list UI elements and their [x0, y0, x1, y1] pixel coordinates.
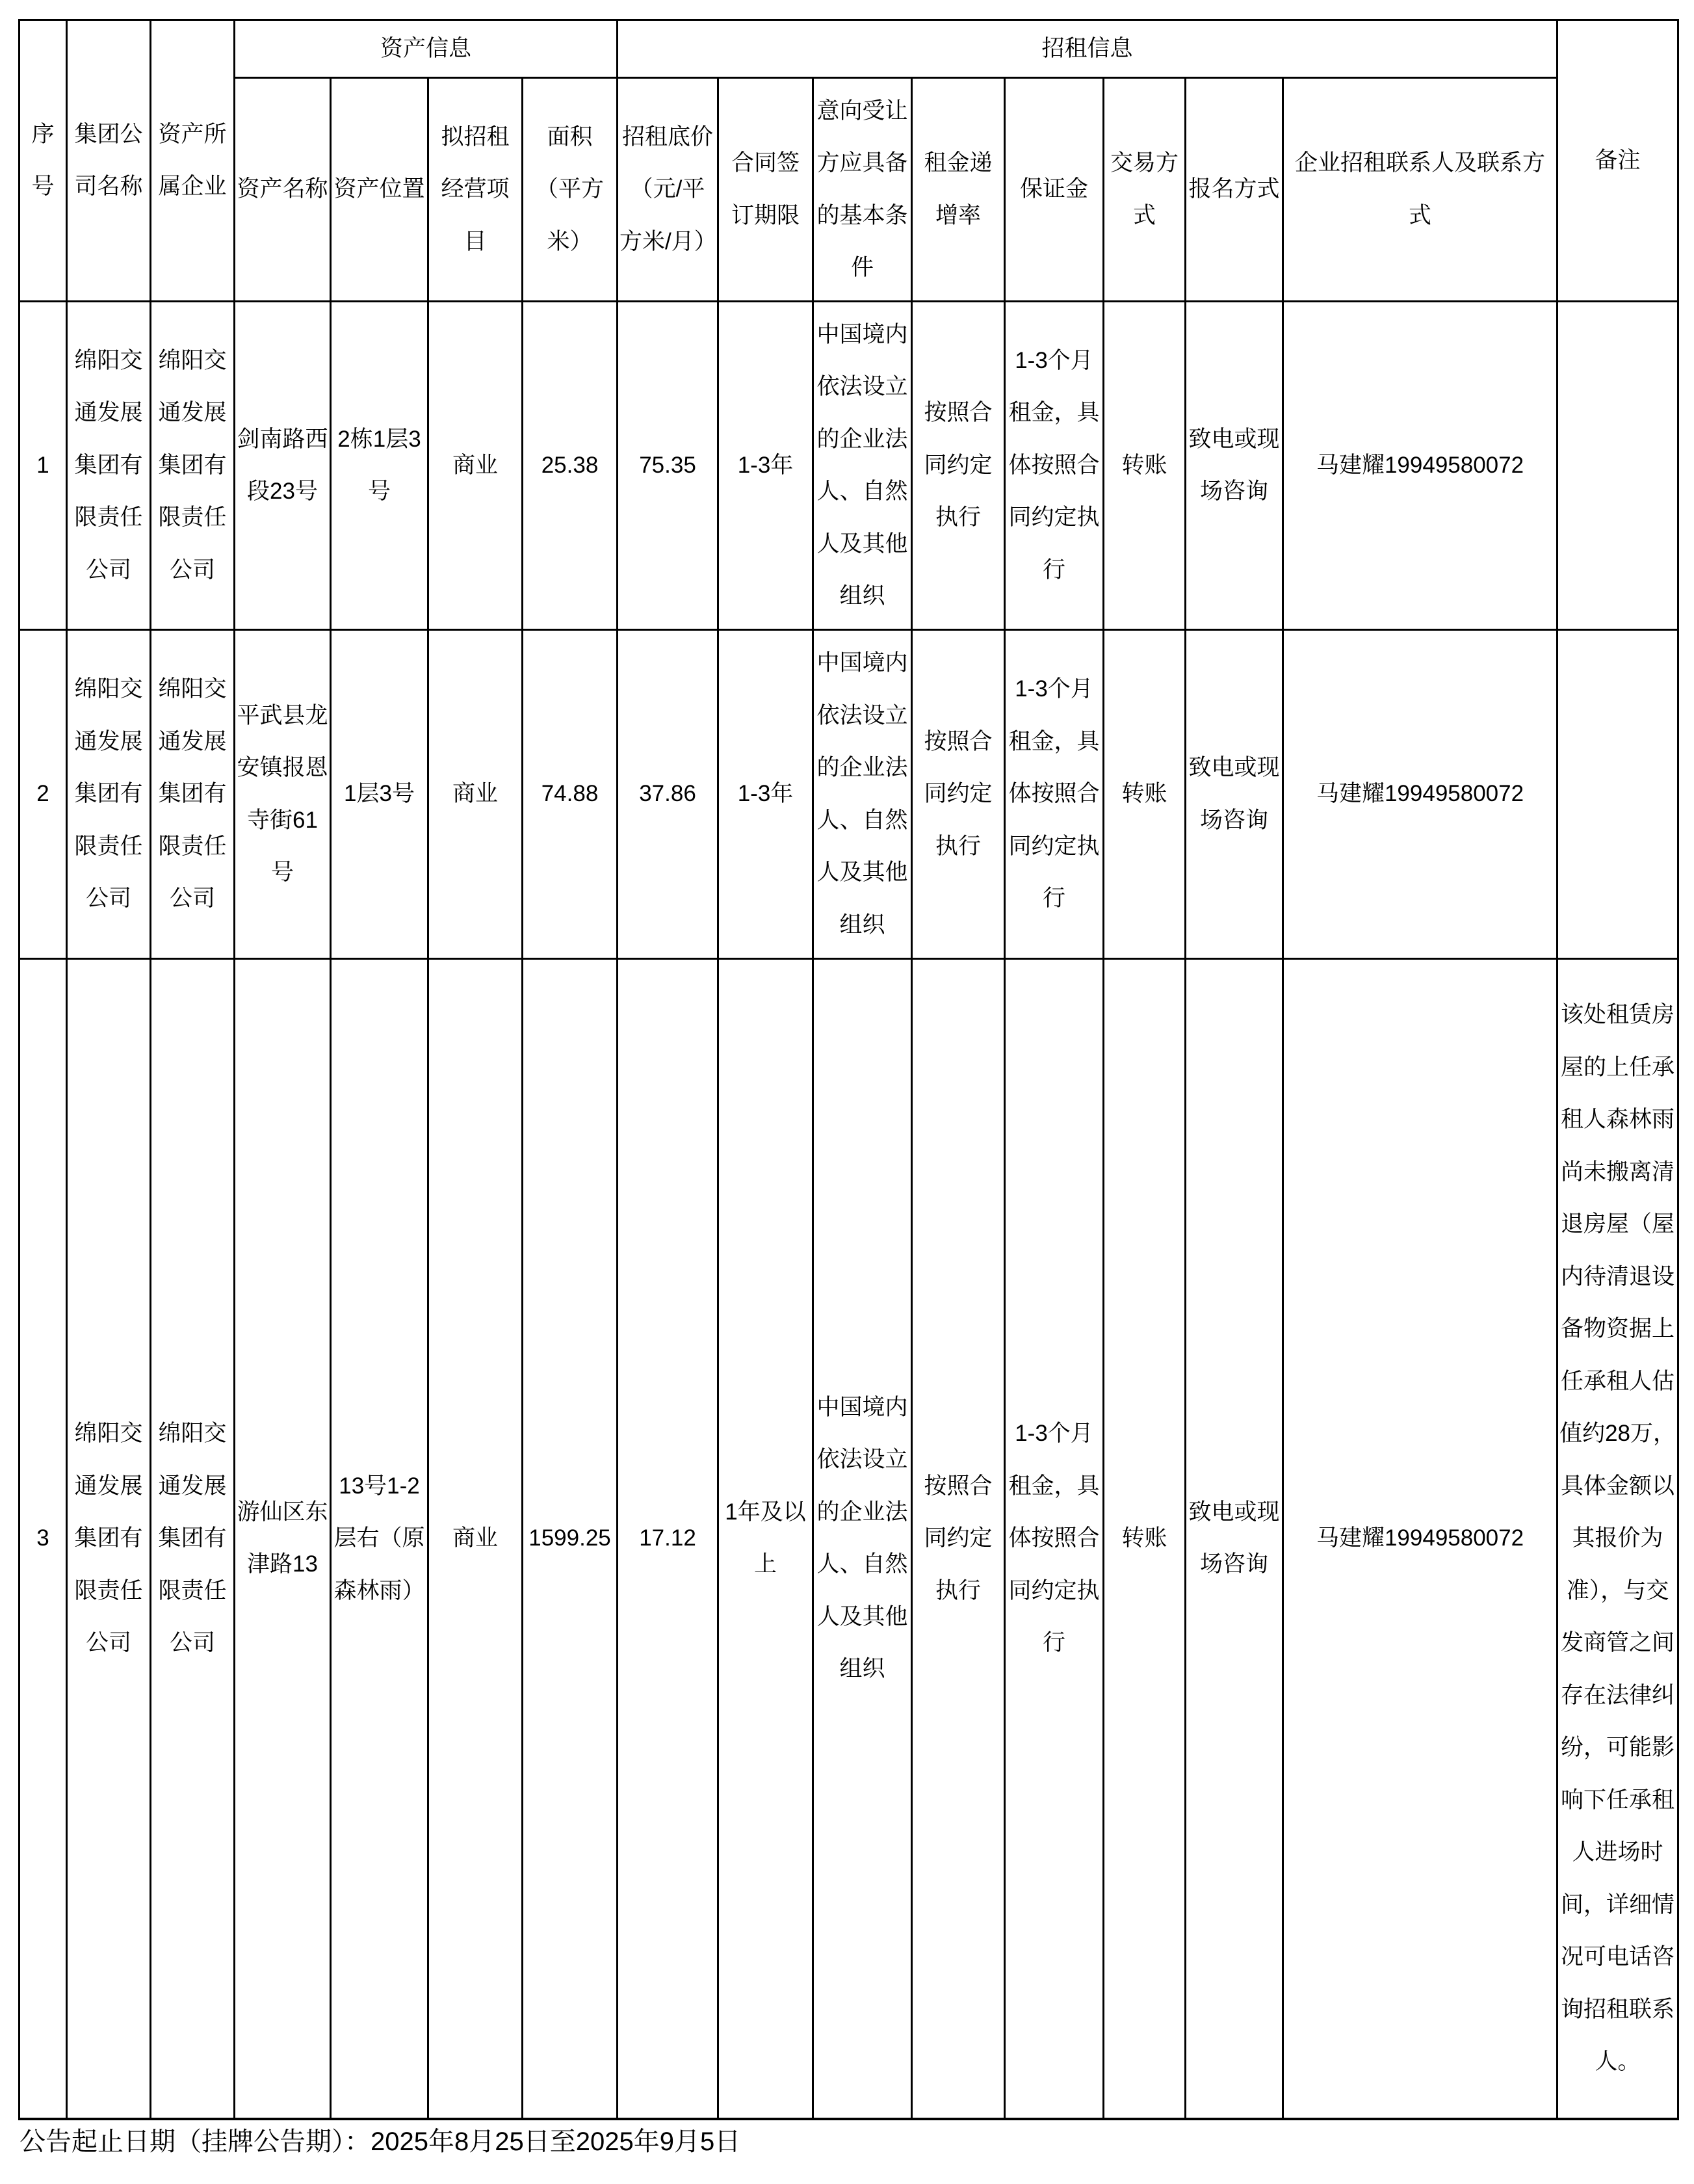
header-business: 拟招租经营项目	[428, 78, 523, 302]
table-row	[20, 630, 1678, 959]
header-seq: 序号	[20, 20, 67, 302]
cell-remarks	[1557, 630, 1678, 959]
header-area: 面积（平方米）	[523, 78, 618, 302]
cell-deposit: 1-3个月租金，具体按照合同约定执行	[1005, 959, 1104, 2119]
header-group-company: 集团公司名称	[67, 20, 151, 302]
cell-registration: 致电或现场咨询	[1186, 302, 1283, 630]
cell-asset-location: 1层3号	[331, 630, 428, 959]
header-rent-increase: 租金递增率	[912, 78, 1005, 302]
cell-seq: 1	[20, 302, 67, 630]
cell-area: 25.38	[523, 302, 618, 630]
cell-contact: 马建耀19949580072	[1283, 302, 1557, 630]
cell-asset-name: 平武县龙安镇报恩寺街61号	[235, 630, 331, 959]
cell-conditions: 中国境内依法设立的企业法人、自然人及其他组织	[813, 630, 912, 959]
cell-asset-location: 2栋1层3号	[331, 302, 428, 630]
cell-deposit: 1-3个月租金，具体按照合同约定执行	[1005, 302, 1104, 630]
header-transaction: 交易方式	[1104, 78, 1186, 302]
cell-remarks	[1557, 302, 1678, 630]
cell-registration: 致电或现场咨询	[1186, 630, 1283, 959]
header-asset-info-group: 资产信息	[235, 20, 618, 78]
header-rental-info-group: 招租信息	[618, 20, 1557, 78]
table-row	[20, 959, 1678, 2119]
cell-conditions: 中国境内依法设立的企业法人、自然人及其他组织	[813, 959, 912, 2119]
cell-contract-term: 1-3年	[718, 630, 813, 959]
cell-base-price: 75.35	[618, 302, 718, 630]
header-registration: 报名方式	[1186, 78, 1283, 302]
cell-group-company: 绵阳交通发展集团有限责任公司	[67, 302, 151, 630]
header-contract-term: 合同签订期限	[718, 78, 813, 302]
cell-rent-increase: 按照合同约定执行	[912, 630, 1005, 959]
cell-business: 商业	[428, 630, 523, 959]
table-row	[20, 302, 1678, 630]
header-asset-owner: 资产所属企业	[151, 20, 235, 302]
header-base-price: 招租底价（元/平方米/月）	[618, 78, 718, 302]
cell-contract-term: 1年及以上	[718, 959, 813, 2119]
cell-group-company: 绵阳交通发展集团有限责任公司	[67, 959, 151, 2119]
cell-deposit: 1-3个月租金，具体按照合同约定执行	[1005, 630, 1104, 959]
cell-registration: 致电或现场咨询	[1186, 959, 1283, 2119]
cell-base-price: 37.86	[618, 630, 718, 959]
cell-base-price: 17.12	[618, 959, 718, 2119]
table-header-group-row	[20, 20, 1678, 78]
cell-remarks: 该处租赁房屋的上任承租人森林雨尚未搬离清退房屋（屋内待清退设备物资据上任承租人估值约28万，具体金额以其报价为准），与交发商管之间存在法律纠纷，可能影响下任承租人进场时间，详细情况可电话咨询招租联系人。	[1557, 959, 1678, 2119]
cell-transaction: 转账	[1104, 302, 1186, 630]
cell-asset-owner: 绵阳交通发展集团有限责任公司	[151, 630, 235, 959]
announcement-period-note: 公告起止日期（挂牌公告期）：2025年8月25日至2025年9月5日	[20, 2127, 741, 2156]
cell-contract-term: 1-3年	[718, 302, 813, 630]
cell-rent-increase: 按照合同约定执行	[912, 302, 1005, 630]
cell-asset-owner: 绵阳交通发展集团有限责任公司	[151, 302, 235, 630]
cell-asset-location: 13号1-2层右（原森林雨）	[331, 959, 428, 2119]
rental-listing-table	[18, 19, 1679, 2120]
cell-group-company: 绵阳交通发展集团有限责任公司	[67, 630, 151, 959]
cell-area: 74.88	[523, 630, 618, 959]
cell-business: 商业	[428, 959, 523, 2119]
cell-contact: 马建耀19949580072	[1283, 959, 1557, 2119]
cell-area: 1599.25	[523, 959, 618, 2119]
cell-business: 商业	[428, 302, 523, 630]
header-deposit: 保证金	[1005, 78, 1104, 302]
cell-asset-name: 剑南路西段23号	[235, 302, 331, 630]
cell-asset-owner: 绵阳交通发展集团有限责任公司	[151, 959, 235, 2119]
cell-transaction: 转账	[1104, 959, 1186, 2119]
cell-conditions: 中国境内依法设立的企业法人、自然人及其他组织	[813, 302, 912, 630]
cell-seq: 2	[20, 630, 67, 959]
header-remarks: 备注	[1557, 20, 1678, 302]
header-contact: 企业招租联系人及联系方式	[1283, 78, 1557, 302]
header-asset-name: 资产名称	[235, 78, 331, 302]
header-asset-location: 资产位置	[331, 78, 428, 302]
cell-asset-name: 游仙区东津路13	[235, 959, 331, 2119]
table-header-sub-row	[20, 78, 1678, 302]
cell-contact: 马建耀19949580072	[1283, 630, 1557, 959]
header-conditions: 意向受让方应具备的基本条件	[813, 78, 912, 302]
cell-seq: 3	[20, 959, 67, 2119]
cell-rent-increase: 按照合同约定执行	[912, 959, 1005, 2119]
cell-transaction: 转账	[1104, 630, 1186, 959]
